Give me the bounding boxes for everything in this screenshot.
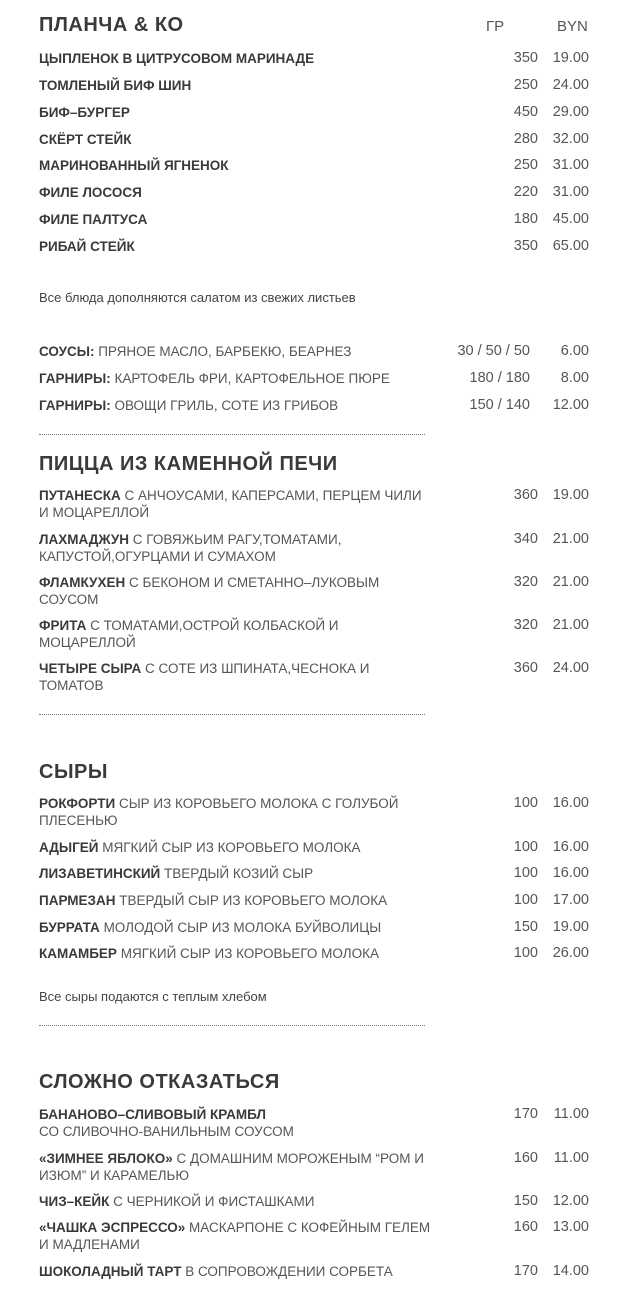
menu-item-price: 6.00 (560, 343, 589, 359)
menu-item-price: 26.00 (552, 945, 589, 961)
menu-item-price: 19.00 (552, 487, 589, 503)
menu-item-description: МЯГКИЙ СЫР ИЗ КОРОВЬЕГО МОЛОКА (116, 946, 380, 961)
menu-item-name (39, 370, 434, 387)
section-title-pizza: ПИЦЦА ИЗ КАМЕННОЙ ПЕЧИ (39, 453, 338, 475)
menu-item-title: ШОКОЛАДНЫЙ ТАРТ (39, 1264, 182, 1279)
menu-item-weight: 320 (513, 617, 538, 633)
menu-item-description: СО СЛИВОЧНО-ВАНИЛЬНЫМ СОУСОМ (39, 1124, 294, 1139)
menu-item-price: 24.00 (552, 77, 589, 93)
menu-item-price: 16.00 (552, 839, 589, 855)
menu-item-price: 31.00 (552, 184, 589, 200)
menu-item-description: ОВОЩИ ГРИЛЬ, СОТЕ ИЗ ГРИБОВ (110, 398, 339, 413)
menu-item-price: 17.00 (552, 892, 589, 908)
menu-item-description: С ДОМАШНИМ МОРОЖЕНЫМ “РОМ И ИЗЮМ” И КАРАМЕЛЬЮ (39, 1151, 424, 1183)
menu-item-title: ТОМЛЕНЫЙ БИФ ШИН (39, 78, 192, 93)
section-title-cheese: СЫРЫ (39, 761, 108, 783)
menu-item-title: ЛАХМАДЖУН (39, 532, 130, 547)
menu-item-title: «ЧАШКА ЭСПРЕССО» (39, 1220, 186, 1235)
menu-item-title: ЧЕТЫРЕ СЫРА (39, 661, 142, 676)
section-title-plancha: ПЛАНЧА & КО (39, 14, 184, 36)
menu-item-name (39, 1150, 434, 1184)
menu-item-name (39, 839, 434, 856)
menu-item-weight: 220 (513, 184, 538, 200)
divider (39, 434, 425, 435)
menu-item-price: 32.00 (552, 131, 589, 147)
menu-item-name (39, 343, 434, 360)
menu-item-name (39, 1263, 434, 1280)
menu-item-price: 21.00 (552, 574, 589, 590)
menu-item-weight: 250 (513, 77, 538, 93)
menu-item-price: 21.00 (552, 531, 589, 547)
menu-item-title: ЛИЗАВЕТИНСКИЙ (39, 866, 161, 881)
menu-item-title: БИФ–БУРГЕР (39, 105, 130, 120)
column-header-gr: ГР (486, 18, 505, 35)
menu-item-name (39, 531, 434, 565)
menu-item-price: 21.00 (552, 617, 589, 633)
menu-item-description: С АНЧОУСАМИ, КАПЕРСАМИ, ПЕРЦЕМ ЧИЛИ И МОЦАРЕЛЛОЙ (39, 488, 422, 520)
menu-item-weight: 350 (513, 50, 538, 66)
menu-item-weight: 180 / 180 (469, 370, 530, 386)
menu-item-description: ПРЯНОЕ МАСЛО, БАРБЕКЮ, БЕАРНЕЗ (94, 344, 352, 359)
menu-item-name (39, 945, 434, 962)
menu-item-weight: 320 (513, 574, 538, 590)
menu-item-name (39, 184, 434, 201)
menu-item-title: СОУСЫ: (39, 344, 95, 359)
menu-item-description: СЫР ИЗ КОРОВЬЕГО МОЛОКА С ГОЛУБОЙ ПЛЕСЕНЬЮ (39, 796, 399, 828)
menu-item-name (39, 1193, 434, 1210)
menu-item-title: ГАРНИРЫ: (39, 371, 111, 386)
menu-item-price: 14.00 (552, 1263, 589, 1279)
menu-item-weight: 350 (513, 238, 538, 254)
menu-item-title: ГАРНИРЫ: (39, 398, 111, 413)
menu-item-weight: 100 (513, 892, 538, 908)
divider (39, 1025, 425, 1026)
menu-item-price: 16.00 (552, 865, 589, 881)
menu-item-description: ТВЕРДЫЙ КОЗИЙ СЫР (160, 866, 314, 881)
menu-item-price: 12.00 (552, 1193, 589, 1209)
menu-item-title: ФЛАМКУХЕН (39, 575, 126, 590)
menu-item-price: 8.00 (560, 370, 589, 386)
menu-item-description: МАСКАРПОНЕ С КОФЕЙНЫМ ГЕЛЕМ И МАДЛЕНАМИ (39, 1220, 431, 1252)
menu-item-price: 31.00 (552, 157, 589, 173)
menu-item-weight: 170 (513, 1106, 538, 1122)
menu-item-price: 65.00 (552, 238, 589, 254)
menu-item-price: 16.00 (552, 795, 589, 811)
menu-item-description: В СОПРОВОЖДЕНИИ СОРБЕТА (181, 1264, 393, 1279)
menu-item-title: БАНАНОВО–СЛИВОВЫЙ КРАМБЛ (39, 1107, 266, 1122)
menu-item-weight: 100 (513, 839, 538, 855)
menu-item-title: ПАРМЕЗАН (39, 893, 116, 908)
menu-item-weight: 160 (513, 1219, 538, 1235)
menu-item-name (39, 131, 434, 148)
menu-item-name (39, 77, 434, 94)
menu-item-weight: 170 (513, 1263, 538, 1279)
menu-item-title: ЦЫПЛЕНОК В ЦИТРУСОВОМ МАРИНАДЕ (39, 51, 315, 66)
menu-item-description: ТВЕРДЫЙ СЫР ИЗ КОРОВЬЕГО МОЛОКА (115, 893, 388, 908)
menu-item-name (39, 1106, 434, 1140)
menu-item-price: 19.00 (552, 919, 589, 935)
menu-item-weight: 360 (513, 487, 538, 503)
menu-item-title: РОКФОРТИ (39, 796, 116, 811)
menu-item-title: ФИЛЕ ЛОСОСЯ (39, 185, 142, 200)
menu-item-title: КАМАМБЕР (39, 946, 117, 961)
menu-item-name (39, 617, 434, 651)
menu-item-price: 11.00 (553, 1106, 589, 1122)
section-title-dessert: СЛОЖНО ОТКАЗАТЬСЯ (39, 1071, 280, 1093)
menu-item-weight: 340 (513, 531, 538, 547)
menu-item-title: РИБАЙ СТЕЙК (39, 239, 135, 254)
menu-item-description: С СОТЕ ИЗ ШПИНАТА,ЧЕСНОКА И ТОМАТОВ (39, 661, 370, 693)
menu-item-title: БУРРАТА (39, 920, 100, 935)
menu-item-weight: 100 (513, 865, 538, 881)
menu-item-price: 24.00 (552, 660, 589, 676)
menu-item-weight: 30 / 50 / 50 (457, 343, 530, 359)
menu-item-price: 13.00 (552, 1219, 589, 1235)
menu-item-name (39, 919, 434, 936)
menu-item-description: С ЧЕРНИКОЙ И ФИСТАШКАМИ (109, 1194, 315, 1209)
menu-item-title: ФИЛЕ ПАЛТУСА (39, 212, 148, 227)
menu-item-name (39, 795, 434, 829)
plancha-note: Все блюда дополняются салатом из свежих листьев (39, 290, 356, 305)
menu-item-description: МЯГКИЙ СЫР ИЗ КОРОВЬЕГО МОЛОКА (98, 840, 361, 855)
menu-item-title: «ЗИМНЕЕ ЯБЛОКО» (39, 1151, 173, 1166)
menu-item-weight: 360 (513, 660, 538, 676)
column-header-byn: BYN (557, 18, 588, 35)
menu-item-price: 19.00 (552, 50, 589, 66)
menu-item-description: С ТОМАТАМИ,ОСТРОЙ КОЛБАСКОЙ И МОЦАРЕЛЛОЙ (39, 618, 339, 650)
menu-item-name (39, 50, 434, 67)
menu-item-price: 11.00 (553, 1150, 589, 1166)
menu-item-title: СКЁРТ СТЕЙК (39, 132, 132, 147)
menu-item-description: С БЕКОНОМ И СМЕТАННО–ЛУКОВЫМ СОУСОМ (39, 575, 380, 607)
menu-item-name (39, 487, 434, 521)
menu-item-description: МОЛОДОЙ СЫР ИЗ МОЛОКА БУЙВОЛИЦЫ (99, 920, 382, 935)
menu-item-title: ПУТАНЕСКА (39, 488, 121, 503)
cheese-note: Все сыры подаются с теплым хлебом (39, 989, 267, 1004)
menu-item-weight: 100 (513, 795, 538, 811)
menu-item-name (39, 211, 434, 228)
menu-item-weight: 180 (513, 211, 538, 227)
menu-item-name (39, 892, 434, 909)
divider (39, 714, 425, 715)
menu-item-weight: 100 (513, 945, 538, 961)
menu-item-title: АДЫГЕЙ (39, 840, 99, 855)
menu-item-description: С ГОВЯЖЬИМ РАГУ,ТОМАТАМИ, КАПУСТОЙ,ОГУРЦАМИ И СУМАХОМ (39, 532, 342, 564)
menu-item-name (39, 238, 434, 255)
menu-item-name (39, 865, 434, 882)
menu-item-weight: 150 (513, 1193, 538, 1209)
menu-item-weight: 150 / 140 (469, 397, 530, 413)
menu-item-weight: 250 (513, 157, 538, 173)
menu-item-price: 29.00 (552, 104, 589, 120)
menu-item-title: ЧИЗ–КЕЙК (39, 1194, 110, 1209)
menu-item-name (39, 397, 434, 414)
menu-item-name (39, 104, 434, 121)
menu-item-price: 45.00 (552, 211, 589, 227)
menu-item-name (39, 574, 434, 608)
menu-item-title: МАРИНОВАННЫЙ ЯГНЕНОК (39, 158, 229, 173)
menu-item-name (39, 157, 434, 174)
menu-item-price: 12.00 (552, 397, 589, 413)
menu-item-name (39, 660, 434, 694)
menu-item-weight: 160 (513, 1150, 538, 1166)
menu-item-name (39, 1219, 434, 1253)
menu-item-description: КАРТОФЕЛЬ ФРИ, КАРТОФЕЛЬНОЕ ПЮРЕ (110, 371, 390, 386)
menu-item-title: ФРИТА (39, 618, 87, 633)
menu-item-weight: 280 (513, 131, 538, 147)
menu-item-weight: 150 (513, 919, 538, 935)
menu-item-weight: 450 (513, 104, 538, 120)
